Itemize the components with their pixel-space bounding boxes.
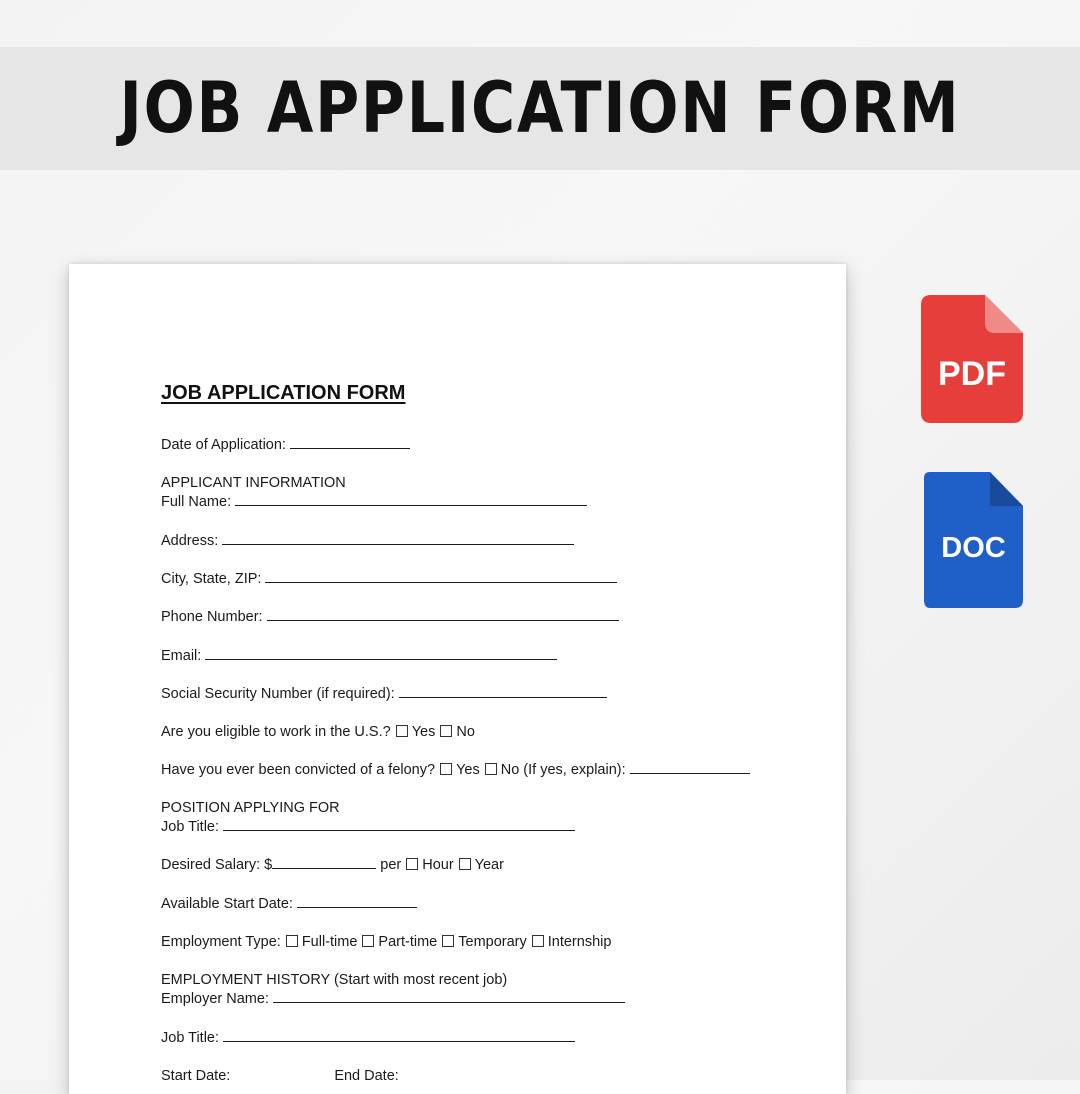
full-time-label: Full-time xyxy=(301,934,358,950)
form-title: JOB APPLICATION FORM xyxy=(161,382,406,404)
desired-salary-label: Desired Salary: $ xyxy=(161,857,273,873)
full-name-row xyxy=(161,493,587,511)
section-history-heading: EMPLOYMENT HISTORY (Start with most recent job) xyxy=(161,972,508,988)
available-start-date-row xyxy=(161,895,417,913)
full-name-blank[interactable] xyxy=(235,493,587,506)
pdf-label: PDF xyxy=(938,355,1006,393)
eligible-yes-checkbox[interactable] xyxy=(396,725,408,737)
per-label: per xyxy=(380,857,402,873)
doc-label: DOC xyxy=(941,532,1006,564)
desired-salary-blank[interactable] xyxy=(272,856,376,869)
felony-explain-blank[interactable] xyxy=(630,761,750,774)
salary-hour-checkbox[interactable] xyxy=(406,858,418,870)
felony-row xyxy=(161,761,750,779)
phone-number-row xyxy=(161,608,619,626)
employer-name-blank[interactable] xyxy=(273,990,625,1003)
job-title-row xyxy=(161,818,575,836)
eligible-row xyxy=(161,723,475,741)
date-of-application-label: Date of Application: xyxy=(161,437,286,453)
felony-no-checkbox[interactable] xyxy=(485,763,497,775)
desired-salary-row xyxy=(161,856,504,874)
salary-year-checkbox[interactable] xyxy=(459,858,471,870)
eligible-no-label: No xyxy=(456,724,475,740)
eligible-yes-label: Yes xyxy=(411,724,436,740)
salary-year-label: Year xyxy=(474,857,504,873)
section-applicant-heading: APPLICANT INFORMATION xyxy=(161,475,346,491)
city-state-zip-label: City, State, ZIP: xyxy=(161,571,262,587)
ssn-blank[interactable] xyxy=(399,685,607,698)
date-of-application-row xyxy=(161,436,410,454)
available-start-date-blank[interactable] xyxy=(297,895,417,908)
dates-row xyxy=(161,1067,399,1085)
city-state-zip-row xyxy=(161,570,617,588)
part-time-label: Part-time xyxy=(378,934,438,950)
section-position-heading: POSITION APPLYING FOR xyxy=(161,800,340,816)
address-blank[interactable] xyxy=(222,532,574,545)
available-start-date-label: Available Start Date: xyxy=(161,896,293,912)
address-label: Address: xyxy=(161,533,219,549)
felony-yes-label: Yes xyxy=(456,762,480,778)
email-row xyxy=(161,647,557,665)
employment-type-label: Employment Type: xyxy=(161,934,281,950)
felony-yes-checkbox[interactable] xyxy=(440,763,452,775)
felony-explain-label: No (If yes, explain): xyxy=(500,762,626,778)
banner-title: JOB APPLICATION FORM xyxy=(119,67,961,149)
doc-file-icon xyxy=(924,472,1023,608)
full-name-label: Full Name: xyxy=(161,494,232,510)
ssn-row xyxy=(161,685,607,703)
felony-question: Have you ever been convicted of a felony? xyxy=(161,762,436,778)
start-date-label: Start Date: xyxy=(161,1068,231,1084)
full-time-checkbox[interactable] xyxy=(286,935,298,947)
internship-label: Internship xyxy=(547,934,612,950)
ssn-label: Social Security Number (if required): xyxy=(161,686,395,702)
part-time-checkbox[interactable] xyxy=(362,935,374,947)
phone-number-blank[interactable] xyxy=(267,608,619,621)
form-page xyxy=(69,264,846,1094)
eligible-question: Are you eligible to work in the U.S.? xyxy=(161,724,391,740)
history-job-title-blank[interactable] xyxy=(223,1029,575,1042)
email-blank[interactable] xyxy=(205,647,557,660)
temporary-checkbox[interactable] xyxy=(442,935,454,947)
employer-name-row xyxy=(161,990,625,1008)
salary-hour-label: Hour xyxy=(422,857,454,873)
address-row xyxy=(161,532,574,550)
temporary-label: Temporary xyxy=(458,934,527,950)
internship-checkbox[interactable] xyxy=(532,935,544,947)
employer-name-label: Employer Name: xyxy=(161,991,269,1007)
title-banner xyxy=(0,47,1080,170)
history-job-title-label: Job Title: xyxy=(161,1030,220,1046)
date-of-application-blank[interactable] xyxy=(290,436,410,449)
job-title-blank[interactable] xyxy=(223,818,575,831)
history-job-title-row xyxy=(161,1029,575,1047)
employment-type-row xyxy=(161,933,611,951)
eligible-no-checkbox[interactable] xyxy=(440,725,452,737)
pdf-file-icon xyxy=(921,295,1023,423)
job-title-label: Job Title: xyxy=(161,819,220,835)
email-label: Email: xyxy=(161,648,202,664)
phone-number-label: Phone Number: xyxy=(161,609,263,625)
city-state-zip-blank[interactable] xyxy=(265,570,617,583)
end-date-label: End Date: xyxy=(334,1068,399,1084)
